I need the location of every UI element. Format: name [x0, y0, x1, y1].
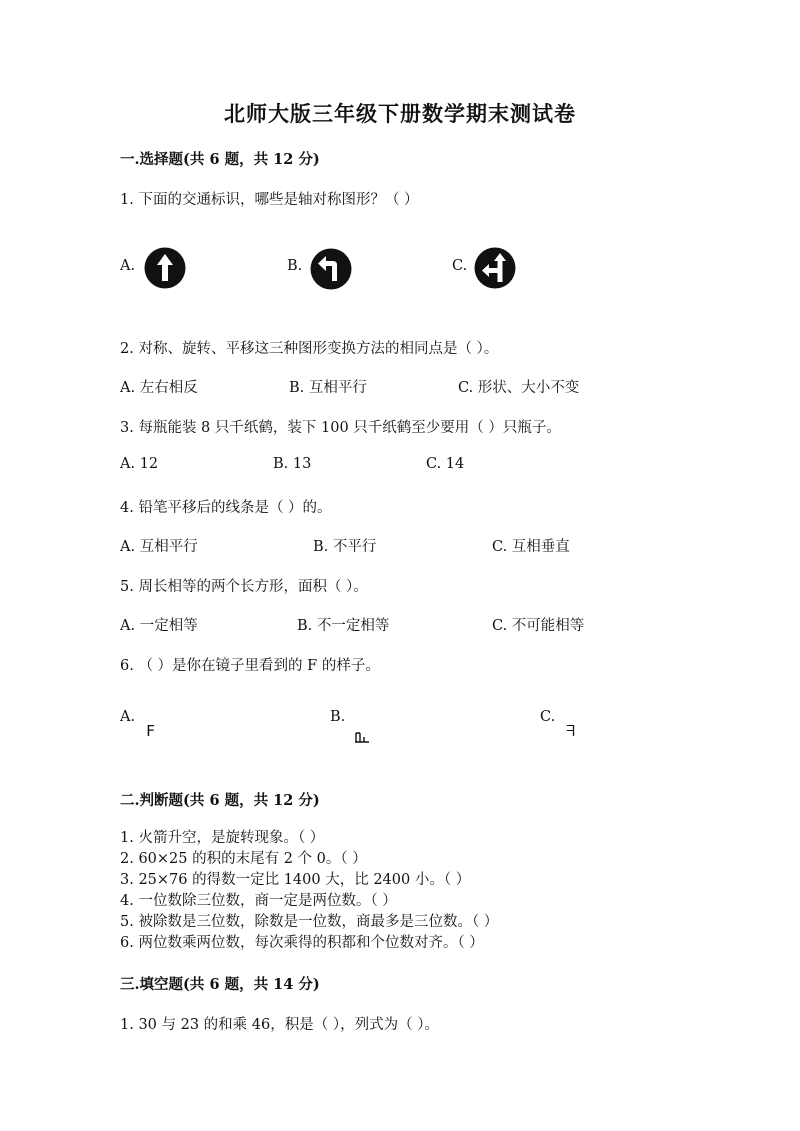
- judge-item: 3. 25×76 的得数一定比 1400 大，比 2400 小。（ ）: [120, 872, 471, 888]
- turn-left-arrow-sign-icon: [310, 248, 352, 290]
- letter-f-normal-icon: F: [146, 722, 156, 740]
- option-2b: B. 互相平行: [289, 380, 367, 396]
- question-2: 2. 对称、旋转、平移这三种图形变换方法的相同点是（ ）。: [120, 341, 499, 357]
- letter-f-mirrored-icon: ᖷ: [566, 722, 575, 740]
- judge-item: 4. 一位数除三位数，商一定是两位数。（ ）: [120, 893, 397, 909]
- option-5c: C. 不可能相等: [492, 618, 585, 634]
- question-4: 4. 铅笔平移后的线条是（ ）的。: [120, 500, 332, 516]
- option-6b-label: B.: [330, 709, 346, 725]
- section-heading-choice: 一.选择题(共 6 题，共 12 分): [120, 151, 320, 168]
- judge-item: 2. 60×25 的积的末尾有 2 个 0。（ ）: [120, 851, 367, 867]
- judge-item: 6. 两位数乘两位数，每次乘得的积都和个位数对齐。（ ）: [120, 935, 484, 951]
- option-3a: A. 12: [120, 456, 159, 472]
- option-5a: A. 一定相等: [120, 618, 198, 634]
- section-heading-judge: 二.判断题(共 6 题，共 12 分): [120, 792, 320, 809]
- judge-item: 5. 被除数是三位数，除数是一位数，商最多是三位数。（ ）: [120, 914, 499, 930]
- option-1c-label: C.: [452, 258, 468, 274]
- left-straight-arrow-sign-icon: [474, 247, 516, 289]
- option-4a: A. 互相平行: [120, 539, 198, 555]
- option-3b: B. 13: [273, 456, 312, 472]
- page-title: 北师大版三年级下册数学期末测试卷: [224, 101, 576, 126]
- option-6c-label: C.: [540, 709, 556, 725]
- straight-arrow-sign-icon: [144, 247, 186, 289]
- question-6: 6. （ ）是你在镜子里看到的 F 的样子。: [120, 658, 380, 674]
- fill-question-1: 1. 30 与 23 的和乘 46，积是（ ），列式为（ ）。: [120, 1017, 439, 1033]
- section-heading-fill: 三.填空题(共 6 题，共 14 分): [120, 976, 320, 993]
- option-2c: C. 形状、大小不变: [458, 380, 580, 396]
- question-1: 1. 下面的交通标识，哪些是轴对称图形？（ ）: [120, 192, 419, 208]
- judge-item: 1. 火箭升空，是旋转现象。（ ）: [120, 830, 325, 846]
- letter-f-rotated-icon: [354, 728, 370, 747]
- option-1a-label: A.: [120, 258, 136, 274]
- option-2a: A. 左右相反: [120, 380, 198, 396]
- option-1b-label: B.: [287, 258, 303, 274]
- option-5b: B. 不一定相等: [297, 618, 390, 634]
- option-6a-label: A.: [120, 709, 136, 725]
- question-5: 5. 周长相等的两个长方形，面积（ ）。: [120, 579, 368, 595]
- option-4b: B. 不平行: [313, 539, 377, 555]
- option-3c: C. 14: [426, 456, 465, 472]
- option-4c: C. 互相垂直: [492, 539, 570, 555]
- question-3: 3. 每瓶能装 8 只千纸鹤，装下 100 只千纸鹤至少要用（ ）只瓶子。: [120, 420, 561, 436]
